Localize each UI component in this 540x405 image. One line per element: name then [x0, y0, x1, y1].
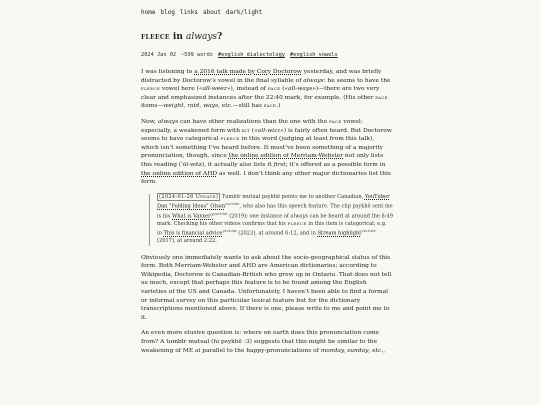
italic-word: always [303, 77, 324, 84]
italic-word: always [157, 118, 179, 125]
text: can be heard at around the 8:49 mark. Checking his other videos confirms that his [157, 213, 394, 227]
lexical-set: face [267, 86, 281, 93]
italic-word: always [290, 213, 308, 220]
text: as well. I don’t think any other major dictionaries list this form. [141, 170, 391, 186]
text: I was listening to [141, 69, 195, 75]
text: can have other realizations than the one with the [178, 118, 330, 125]
vaxxer-link[interactable]: What is Vaxxer? [172, 213, 214, 220]
update-note [149, 194, 393, 246]
post-date: 2024 Jan 02 [141, 52, 177, 58]
word-count: ~599 words [181, 52, 213, 58]
ahd-link[interactable]: the online edition of AHD [141, 170, 218, 177]
text: parallel to the happy-pronunciations of [200, 347, 321, 354]
lexical-set: face [375, 94, 388, 101]
merriam-webster-link[interactable]: the online edition of Merriam-Webster [228, 153, 344, 160]
text: in this word (judging at least from this talk), which isn’t something I’ve heard before. It must’ve been something of a majority pronunciation, though, since [141, 136, 384, 160]
italic-word: ai [195, 347, 201, 354]
top-nav [141, 9, 262, 16]
tag-english-vowels[interactable]: #english vowels [289, 52, 338, 58]
update-badge: (2024-01-26 Update) [159, 193, 219, 200]
lexical-set: face [263, 103, 277, 110]
text: (2023), at around 6:12, and in [236, 230, 318, 237]
lexical-set: fleece [287, 220, 307, 227]
tag-english-dialectology[interactable]: #english dialectology [217, 52, 285, 58]
post-body [141, 68, 393, 362]
paragraph-2 [141, 118, 393, 187]
doctorow-talk-link[interactable]: a 2016 talk made by Cory Doctorow [194, 69, 302, 75]
paragraph-3: Obviously one immediately wants to ask about the socio-geographical status of this form. Both Merriam-Webster and AHD are American dictionaries; according to Wikipedia, Doctorow is Canadian-British who grew up in Ontario. That does not tell us much, except that perhaps this feature is to be found among the English varieties of the US and Canada. Unfortunately, I haven’t been able to find a formal or informal survey on this particular lexical feature but for the dictionary transcriptions mentioned above. If there is one, please write to me and point me to it. [141, 254, 392, 321]
text: ), instead of [230, 86, 268, 93]
text: : he seems to have the [323, 77, 391, 84]
title-in: in [169, 32, 187, 42]
italic-word: weight, raid, ways [163, 103, 218, 110]
italic-word: «all-wizz» [254, 127, 284, 134]
text: ( [280, 86, 285, 93]
text: items— [141, 103, 164, 110]
nav-links-link[interactable]: links [179, 9, 198, 16]
youtube-marker: youtube [213, 212, 228, 216]
text: )—there are two very clear and emphasized instances after the 22:40 mark, for example. (His other [141, 86, 380, 101]
text: ) is fairly often heard. But Doctorow seems to have categorical [141, 127, 392, 143]
text: (2017), at around 2:22. [157, 238, 217, 245]
paragraph-1 [141, 68, 393, 111]
text: in this item is categorical; e.g. in [157, 220, 387, 237]
italic-word: «all-ways» [284, 86, 316, 93]
text: ( [250, 127, 255, 134]
text: (2019); one instance of [227, 213, 291, 220]
nav-blog-link[interactable]: blog [160, 9, 175, 16]
text: Now, [141, 118, 158, 125]
text: yesterday, and was briefly distracted by Doctorow’s vowel in the final syllable of [141, 69, 382, 84]
title-question-mark: ? [217, 32, 223, 42]
youtube-marker: youtube [222, 229, 237, 234]
theme-toggle-link[interactable]: dark/light [226, 9, 263, 16]
text: Tumblr mutual psykhē points me to another Canadian, [220, 193, 365, 200]
text: , who also has this speech feature. The clip psykhē sent me is his [157, 203, 393, 220]
text: .) [276, 103, 281, 110]
post-title [141, 32, 222, 42]
title-small-caps: fleece [141, 32, 170, 42]
text: vowel here ( [160, 86, 199, 93]
youtube-marker: youtube [361, 229, 376, 234]
lexical-set: kit [241, 127, 251, 134]
lexical-set: face [329, 118, 342, 125]
text: not only lists this reading (ˈȯl-wēz), it actually also lists it [141, 153, 384, 168]
italic-word: «all-weez» [198, 86, 231, 93]
stream-highlight-link[interactable]: Stream highlight [317, 230, 362, 237]
lexical-set: fleece [141, 86, 161, 93]
text: ; it’s offered as a possible form in [285, 161, 386, 168]
youtube-marker: youtube [225, 202, 240, 207]
olson-link[interactable]: YouTuber Dan "Folding Ideas" Olson [157, 193, 390, 210]
title-word: always [186, 32, 218, 42]
text: An even more elusive question is: where on earth does this pronunciation come from? A tumblr mutual (hi psykhē :3) suggests that this might be similar to the weakening of ME [141, 330, 380, 354]
financial-advice-link[interactable]: This is financial advice [163, 230, 223, 237]
paragraph-4 [141, 329, 393, 355]
italic-word: monday, sunday [320, 347, 369, 354]
text: vowel: especially, a weakened form with [141, 118, 363, 134]
lexical-set: fleece [220, 136, 240, 143]
nav-about-link[interactable]: about [202, 9, 222, 16]
text: , etc., [368, 347, 386, 354]
italic-word: first [273, 161, 286, 168]
post-meta [141, 52, 338, 58]
nav-home-link[interactable]: home [141, 9, 156, 16]
text: , etc.—still has [217, 103, 264, 110]
